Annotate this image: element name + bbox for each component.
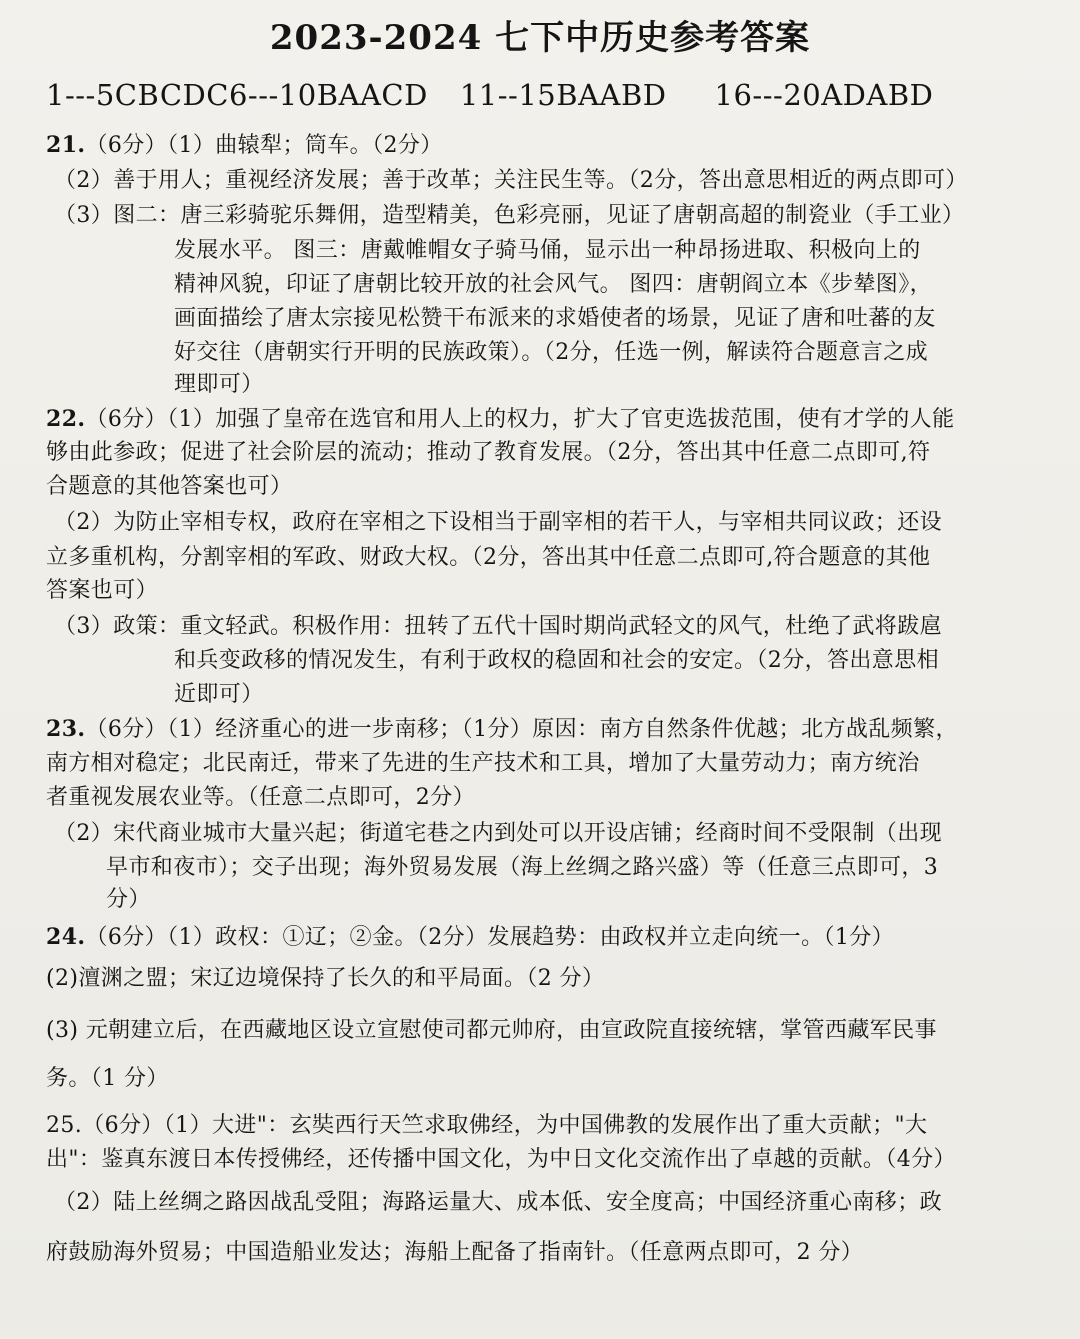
multiple-choice-answers: [46, 78, 1046, 112]
q22-line-8: 和兵变政移的情况发生，有利于政权的稳固和社会的安定。（2分，答出意思相: [174, 648, 939, 673]
q21-line-6: 画面描绘了唐太宗接见松赞干布派来的求婚使者的场景，见证了唐和吐蕃的友: [174, 306, 936, 331]
q23-line-4: （2）宋代商业城市大量兴起；街道宅巷之内到处可以开设店铺；经商时间不受限制（出现: [54, 821, 942, 846]
q25-line-1: 25.（6分）（1）大进"：玄奘西行天竺求取佛经，为中国佛教的发展作出了重大贡献；"大: [46, 1113, 928, 1138]
q22-line-9: 近即可）: [174, 682, 264, 707]
q22-line-6: 答案也可）: [46, 578, 159, 603]
q22-line-2: 够由此参政；促进了社会阶层的流动；推动了教育发展。（2分，答出其中任意二点即可,符: [46, 440, 931, 465]
q24-line-1: 24.（6分）（1）政权：①辽；②金。（2分）发展趋势：由政权并立走向统一。（1分）: [46, 924, 895, 950]
q23-line-2: 南方相对稳定；北民南迁，带来了先进的生产技术和工具，增加了大量劳动力；南方统治: [46, 751, 920, 776]
q21-line-5: 精神风貌，印证了唐朝比较开放的社会风气。 图四：唐朝阎立本《步辇图》，: [174, 272, 932, 297]
q21-line-8: 理即可）: [174, 372, 264, 397]
answers-11-15: 11--15BAABD: [459, 78, 667, 112]
page-title: 2023-2024 七下中历史参考答案: [269, 18, 811, 58]
q22-line-4: （2）为防止宰相专权，政府在宰相之下设相当于副宰相的若干人，与宰相共同议政；还设: [54, 510, 942, 535]
q21-line-3: （3）图二：唐三彩骑驼乐舞佣，造型精美，色彩亮丽，见证了唐朝高超的制瓷业（手工业）: [54, 203, 965, 228]
q23-line-1: 23.（6分）（1）经济重心的进一步南移；（1分）原因：南方自然条件优越；北方战乱频繁，: [46, 716, 958, 742]
answers-16-20: 16---20ADABD: [714, 78, 934, 112]
q25-line-4: 府鼓励海外贸易；中国造船业发达；海船上配备了指南针。（任意两点即可，2 分）: [46, 1240, 864, 1265]
q23-line-6: 分）: [106, 887, 151, 912]
q21-line-7: 好交往（唐朝实行开明的民族政策）。（2分，任选一例，解读符合题意言之成: [174, 340, 928, 365]
q22-line-7: （3）政策：重文轻武。积极作用：扭转了五代十国时期尚武轻文的风气，杜绝了武将跋扈: [54, 614, 942, 639]
q22-line-3: 合题意的其他答案也可）: [46, 474, 293, 499]
q24-line-2: (2)澶渊之盟；宋辽边境保持了长久的和平局面。（2 分）: [46, 966, 605, 991]
q25-line-3: （2）陆上丝绸之路因战乱受阻；海路运量大、成本低、安全度高；中国经济重心南移；政: [54, 1190, 942, 1215]
q24-line-4: 务。（1 分）: [46, 1066, 169, 1091]
q22-line-5: 立多重机构，分割宰相的军政、财政大权。（2分，答出其中任意二点即可,符合题意的其他: [46, 545, 931, 570]
q22-line-1: 22.（6分）（1）加强了皇帝在选官和用人上的权力，扩大了官吏选拔范围，使有才学的人能: [46, 406, 955, 432]
answers-1-10: 1---5CBCDC6---10BAACD: [46, 78, 428, 112]
q24-line-3: (3) 元朝建立后，在西藏地区设立宣慰使司都元帅府，由宣政院直接统辖，掌管西藏军民事: [46, 1018, 937, 1043]
q21-line-1: 21.（6分）（1）曲辕犁；筒车。（2分）: [46, 132, 443, 158]
q23-line-5: 早市和夜市）；交子出现；海外贸易发展（海上丝绸之路兴盛）等（任意三点即可，3: [106, 855, 939, 880]
q21-line-4: 发展水平。 图三：唐戴帷帽女子骑马俑，显示出一种昂扬进取、积极向上的: [174, 238, 921, 263]
q23-line-3: 者重视发展农业等。（任意二点即可，2分）: [46, 785, 475, 810]
q25-line-2: 出"：鉴真东渡日本传授佛经，还传播中国文化，为中日文化交流作出了卓越的贡献。（4分）: [46, 1147, 956, 1172]
q21-line-2: （2）善于用人；重视经济发展；善于改革；关注民生等。（2分，答出意思相近的两点即可）: [54, 168, 968, 193]
